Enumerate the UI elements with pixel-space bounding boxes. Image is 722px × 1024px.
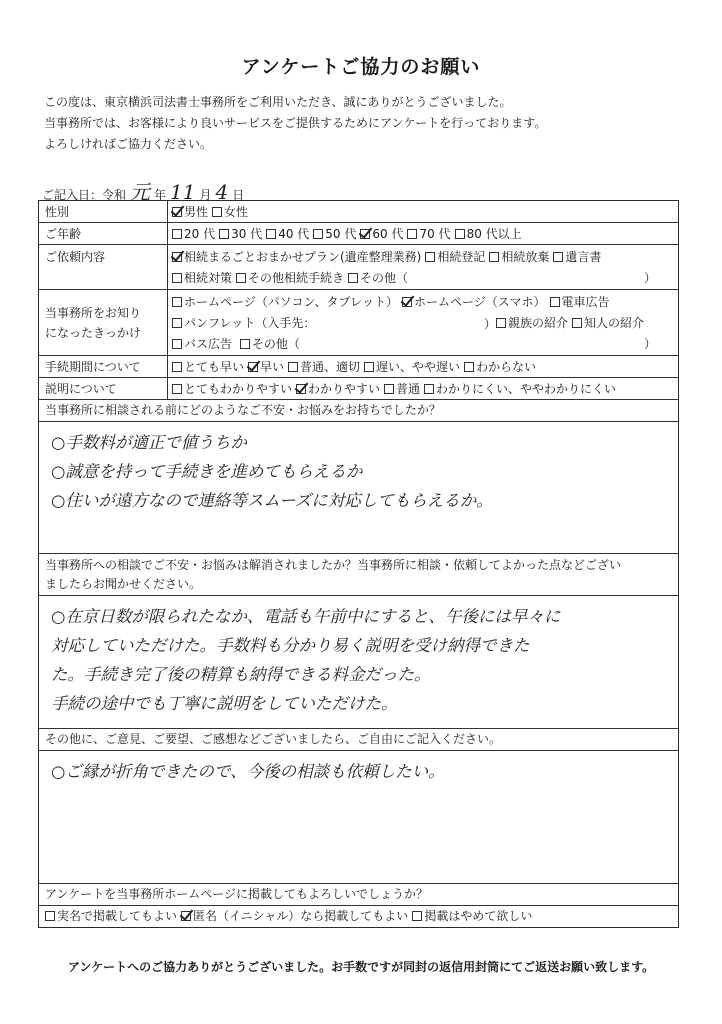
checked-checkbox[interactable]: [296, 384, 306, 394]
checkbox[interactable]: [572, 318, 582, 328]
option-label: 相続まるごとおまかせプラン(遺産整理業務): [184, 250, 422, 264]
date-day[interactable]: 4: [215, 180, 229, 204]
option[interactable]: [364, 357, 460, 377]
publish-options-row: [39, 906, 678, 927]
option[interactable]: [425, 247, 485, 267]
source-options-1: [172, 292, 614, 312]
checkbox[interactable]: [496, 318, 506, 328]
option-label: 相続登記: [437, 250, 486, 264]
checkbox[interactable]: [172, 339, 182, 349]
source-pamphlet-close: ） 親族の紹介 知人の紹介: [484, 313, 648, 334]
intro-text: [44, 92, 546, 155]
option[interactable]: [172, 379, 292, 399]
option[interactable]: [313, 224, 356, 244]
checkbox[interactable]: [288, 362, 298, 372]
option-label: 男性: [184, 205, 209, 219]
checkbox[interactable]: [172, 297, 182, 307]
date-prefix: ご記入日：令和: [42, 188, 127, 202]
option[interactable]: [424, 379, 616, 399]
option[interactable]: [172, 247, 421, 267]
option[interactable]: [172, 292, 398, 312]
option[interactable]: [172, 224, 215, 244]
explanation-label: 説明について: [39, 378, 168, 399]
gender-options: [172, 202, 252, 222]
checkbox[interactable]: [266, 229, 276, 239]
q3-answer: [51, 757, 668, 786]
source-pamphlet[interactable]: パンフレット（入手先：: [172, 313, 315, 333]
request-options-1: [172, 247, 605, 267]
checked-checkbox[interactable]: [181, 911, 191, 921]
option-label: わからない: [476, 360, 537, 374]
q1-answer-area[interactable]: [39, 422, 678, 554]
q2-answer: [51, 602, 668, 718]
option-label: 掲載はやめて欲しい: [424, 909, 533, 923]
option[interactable]: [172, 202, 208, 222]
option-label: 40 代: [278, 227, 310, 241]
source-options-3: [172, 334, 674, 354]
option[interactable]: [219, 224, 262, 244]
request-other-close: ）: [643, 271, 656, 285]
checkbox[interactable]: [425, 252, 435, 262]
checkbox[interactable]: [464, 362, 474, 372]
q3-question-row: [39, 729, 678, 751]
request-options-2-list: [172, 272, 412, 286]
request-label: ご依頼内容: [39, 245, 168, 289]
duration-row: [39, 356, 678, 378]
option[interactable]: [489, 247, 549, 267]
duration-label: 手続期間について: [39, 356, 168, 377]
checkbox[interactable]: [550, 297, 560, 307]
source-row: [39, 290, 678, 356]
option-label: 匿名（イニシャル）なら掲載してもよい: [193, 909, 409, 923]
q1-question: 当事務所に相談される前にどのようなご不安・お悩みをお持ちでしたか？: [45, 403, 441, 417]
option-label: 相続対策: [184, 271, 233, 285]
checkbox[interactable]: [407, 229, 417, 239]
handwritten-line: 手続の途中でも丁寧に説明をしていただけた。: [51, 694, 398, 713]
handwritten-line: ○誠意を持って手続きを進めてもらえるか: [51, 462, 363, 481]
option-label: 遅い、やや遅い: [376, 360, 461, 374]
option-label: 20 代: [184, 227, 216, 241]
checkbox[interactable]: [219, 229, 229, 239]
option[interactable]: [172, 268, 232, 288]
handwritten-line: ○住いが遠方なので連絡等スムーズに対応してもらえるか。: [51, 491, 493, 510]
option-label: 60 代: [372, 227, 404, 241]
option[interactable]: [412, 906, 532, 926]
option[interactable]: [384, 379, 420, 399]
checkbox[interactable]: [455, 229, 465, 239]
q2-question-row: [39, 554, 678, 596]
age-label: ご年齢: [39, 223, 168, 244]
checkbox[interactable]: [348, 273, 358, 283]
source-label: 当事務所をお知り になったきっかけ: [39, 290, 168, 355]
q2-question: 当事務所への相談でご不安・お悩みは解消されましたか？当事務所に相談・依頼してよかった点などござい ましたらお聞かせください。: [45, 558, 622, 591]
option-label: 女性: [224, 205, 249, 219]
survey-form: [38, 200, 679, 928]
option[interactable]: [572, 313, 644, 333]
option-label: その他（: [360, 271, 409, 285]
date-month-unit: 月: [199, 188, 212, 202]
option[interactable]: [288, 357, 360, 377]
checkbox[interactable]: [489, 252, 499, 262]
option-label: ホームページ（パソコン、タブレット）: [184, 295, 398, 309]
option-label: 80 代以上: [466, 227, 522, 241]
checkbox[interactable]: [384, 384, 394, 394]
option-label: 電車広告: [561, 295, 610, 309]
gender-row: [39, 201, 678, 223]
checkbox[interactable]: [172, 273, 182, 283]
request-options-2: [172, 268, 674, 288]
checked-checkbox[interactable]: [172, 252, 182, 262]
option-label: 遺言書: [565, 250, 602, 264]
option-label: ホームページ（スマホ）: [413, 295, 546, 309]
option[interactable]: [360, 224, 403, 244]
footer-note: アンケートへのご協力ありがとうございました。お手数ですが同封の返信用封筒にてご返送お願い致します。: [67, 960, 655, 974]
option-label: 70 代: [419, 227, 451, 241]
handwritten-line: ○手数料が適正で値うちか: [51, 433, 247, 452]
date-day-unit: 日: [232, 188, 245, 202]
age-row: [39, 223, 678, 245]
option-label: 普通: [396, 382, 421, 396]
source-options-2-rest: [496, 317, 648, 331]
checkbox[interactable]: [364, 362, 374, 372]
option[interactable]: [212, 202, 248, 222]
option[interactable]: [455, 224, 522, 244]
checkbox[interactable]: [424, 384, 434, 394]
checkbox[interactable]: [172, 362, 182, 372]
option[interactable]: [496, 313, 568, 333]
explanation-options: [172, 379, 620, 399]
option-label: とても早い: [184, 360, 245, 374]
checkbox[interactable]: [553, 252, 563, 262]
option-label: 30 代: [231, 227, 263, 241]
page-title: アンケートご協力のお願い: [241, 56, 481, 78]
age-options: [172, 224, 526, 244]
option[interactable]: [172, 357, 244, 377]
handwritten-line: 対応していただけた。手数料も分かり易く説明を受け納得できた: [51, 636, 530, 655]
duration-options: [172, 357, 540, 377]
option[interactable]: [407, 224, 450, 244]
handwritten-line: ○在京日数が限られたなか、電話も午前中にすると、午後には早々に: [51, 607, 561, 626]
q1-question-row: [39, 400, 678, 422]
option[interactable]: [181, 906, 408, 926]
handwritten-line: ○ご縁が折角できたので、今後の相談も依頼したい。: [51, 762, 445, 781]
option[interactable]: [550, 292, 610, 312]
option[interactable]: [553, 247, 601, 267]
intro-line: この度は、東京横浜司法書士事務所をご利用いただき、誠にありがとうございました。: [44, 95, 512, 109]
checkbox[interactable]: [240, 339, 250, 349]
option-label: わかりにくい、ややわかりにくい: [436, 382, 617, 396]
option[interactable]: [402, 292, 546, 312]
intro-line: よろしければご協力ください。: [44, 137, 213, 151]
q1-answer: [51, 428, 668, 515]
option[interactable]: [45, 906, 177, 926]
checked-checkbox[interactable]: [172, 207, 182, 217]
publish-options: [45, 906, 536, 926]
intro-line: 当事務所では、お客様により良いサービスをご提供するためにアンケートを行っております。: [44, 116, 547, 130]
source-other[interactable]: その他（: [240, 334, 300, 354]
checkbox[interactable]: [236, 273, 246, 283]
checkbox[interactable]: [412, 911, 422, 921]
option[interactable]: [248, 357, 284, 377]
option-label: 普通、適切: [300, 360, 361, 374]
checkbox[interactable]: [45, 911, 55, 921]
option-label: 50 代: [325, 227, 357, 241]
publish-question-row: [39, 884, 678, 906]
q2-answer-area[interactable]: [39, 596, 678, 729]
option-label: 相続放棄: [501, 250, 550, 264]
option[interactable]: [266, 224, 309, 244]
checkbox[interactable]: [212, 207, 222, 217]
gender-label: 性別: [39, 201, 168, 222]
date-year-unit: 年: [154, 188, 167, 202]
option[interactable]: [236, 268, 344, 288]
source-bus[interactable]: バス広告: [172, 334, 232, 354]
source-other-close: ）: [643, 337, 656, 351]
publish-question: アンケートを当事務所ホームページに掲載してもよろしいでしょうか？: [45, 887, 429, 901]
option-label: 親族の紹介: [508, 316, 569, 330]
checkbox[interactable]: [172, 384, 182, 394]
checkbox[interactable]: [172, 229, 182, 239]
q3-question: その他に、ご意見、ご要望、ご感想などございましたら、ご自由にご記入ください。: [45, 732, 502, 746]
option-label: 実名で掲載してもよい: [57, 909, 178, 923]
option-label: とてもわかりやすい: [184, 382, 293, 396]
option[interactable]: [296, 379, 380, 399]
checked-checkbox[interactable]: [360, 229, 370, 239]
request-row: [39, 245, 678, 290]
date-month[interactable]: 11: [170, 180, 196, 204]
explanation-row: [39, 378, 678, 400]
checked-checkbox[interactable]: [248, 362, 258, 372]
option[interactable]: [348, 268, 408, 288]
option-label: わかりやすい: [308, 382, 381, 396]
handwritten-line: た。手続き完了後の精算も納得できる料金だった。: [51, 665, 431, 684]
date-year[interactable]: 元: [130, 180, 151, 204]
checkbox[interactable]: [313, 229, 323, 239]
option[interactable]: [464, 357, 536, 377]
option-label: その他相続手続き: [248, 271, 345, 285]
checkbox[interactable]: [172, 318, 182, 328]
q3-answer-area[interactable]: [39, 751, 678, 884]
checked-checkbox[interactable]: [402, 297, 412, 307]
source-options-2: [172, 313, 674, 333]
option-label: 知人の紹介: [584, 316, 645, 330]
option-label: 早い: [260, 360, 285, 374]
